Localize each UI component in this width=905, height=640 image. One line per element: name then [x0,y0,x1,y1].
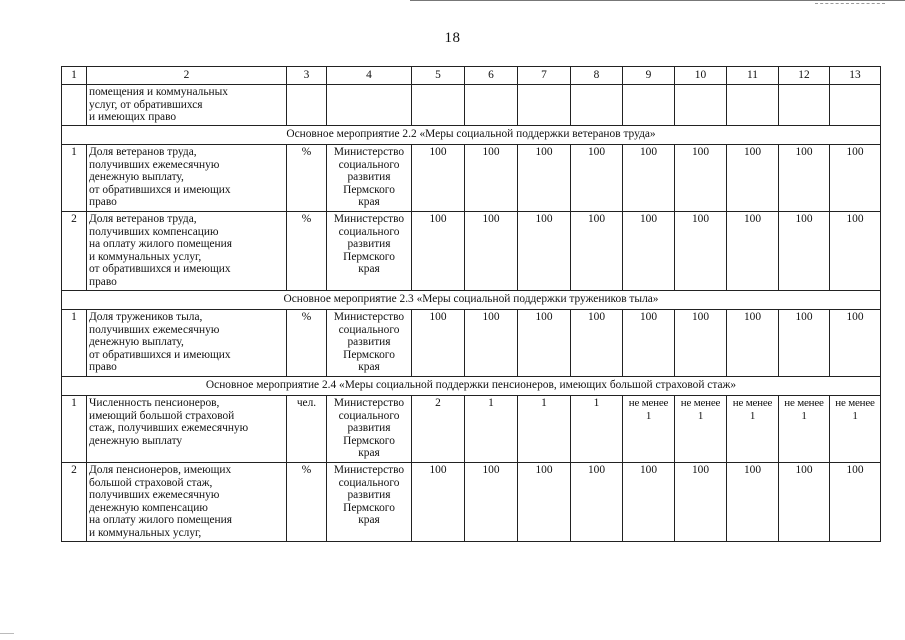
value-cell [571,85,623,126]
value-cell: 100 [412,310,465,377]
value-cell: 100 [675,463,727,542]
value-cell: 100 [727,212,779,291]
row-number-cell: 1 [62,310,87,377]
value-cell: 1 [518,396,571,463]
value-cell: 100 [571,212,623,291]
unit-cell: чел. [287,396,327,463]
value-cell: 100 [518,145,571,212]
table-row [62,396,881,463]
column-number: 13 [830,67,881,85]
column-number: 2 [87,67,287,85]
value-cell: 100 [779,463,830,542]
value-cell: не менее 1 [675,396,727,463]
value-cell: 100 [675,145,727,212]
value-cell: 100 [465,212,518,291]
value-cell: 100 [779,310,830,377]
executor-cell: Министерство социального развития Пермского края [327,310,412,377]
unit-cell: % [287,463,327,542]
section-row [62,377,881,396]
value-cell: 100 [412,463,465,542]
section-title: Основное мероприятие 2.4 «Меры социальной поддержки пенсионеров, имеющих большой страховой стаж» [62,377,881,396]
value-cell: 100 [779,145,830,212]
value-cell: 100 [623,212,675,291]
value-cell: 100 [518,463,571,542]
value-cell: 100 [675,212,727,291]
scan-corner-mark [815,0,885,4]
row-number-cell: 1 [62,396,87,463]
indicator-cell: Доля ветеранов труда, получивших компенсацию на оплату жилого помещения и коммунальных услуг, от обратившихся и имеющих право [87,212,287,291]
section-title: Основное мероприятие 2.2 «Меры социальной поддержки ветеранов труда» [62,126,881,145]
table-row [62,85,881,126]
column-number: 9 [623,67,675,85]
value-cell [465,85,518,126]
value-cell [675,85,727,126]
table-row [62,463,881,542]
column-number: 3 [287,67,327,85]
value-cell: 1 [465,396,518,463]
table-row [62,145,881,212]
value-cell: 100 [830,145,881,212]
value-cell: 100 [675,310,727,377]
table-row [62,212,881,291]
value-cell [830,85,881,126]
value-cell: не менее 1 [623,396,675,463]
executor-cell: Министерство социального развития Пермского края [327,463,412,542]
value-cell: 100 [727,310,779,377]
value-cell: 100 [571,463,623,542]
column-number: 12 [779,67,830,85]
column-number: 10 [675,67,727,85]
indicator-cell: Доля тружеников тыла, получивших ежемесячную денежную выплату, от обратившихся и имеющих право [87,310,287,377]
indicators-table [61,66,881,542]
value-cell: 100 [571,145,623,212]
executor-cell: Министерство социального развития Пермского края [327,145,412,212]
value-cell: 100 [465,463,518,542]
indicator-cell: помещения и коммунальных услуг, от обратившихся и имеющих право [87,85,287,126]
column-number: 11 [727,67,779,85]
value-cell: 100 [571,310,623,377]
value-cell: 100 [623,145,675,212]
executor-cell: Министерство социального развития Пермского края [327,396,412,463]
value-cell [623,85,675,126]
value-cell: 100 [830,310,881,377]
column-number-row [62,67,881,85]
unit-cell: % [287,310,327,377]
value-cell: 100 [623,463,675,542]
column-number: 5 [412,67,465,85]
value-cell: 100 [518,310,571,377]
value-cell: 100 [623,310,675,377]
executor-cell [327,85,412,126]
value-cell: 100 [779,212,830,291]
row-number-cell: 1 [62,145,87,212]
value-cell [412,85,465,126]
value-cell: 100 [412,212,465,291]
value-cell [779,85,830,126]
column-number: 8 [571,67,623,85]
table-row [62,310,881,377]
value-cell: не менее 1 [779,396,830,463]
scan-bottom-mark [0,633,14,634]
column-number: 1 [62,67,87,85]
value-cell: 100 [465,310,518,377]
indicator-cell: Доля пенсионеров, имеющих большой страховой стаж, получивших ежемесячную денежную компенсацию на оплату жилого помещения и коммунальных услуг, [87,463,287,542]
value-cell: не менее 1 [830,396,881,463]
value-cell [518,85,571,126]
section-row [62,291,881,310]
column-number: 6 [465,67,518,85]
column-number: 7 [518,67,571,85]
value-cell: 100 [465,145,518,212]
indicator-cell: Численность пенсионеров, имеющий большой страховой стаж, получивших ежемесячную денежную выплату [87,396,287,463]
value-cell: 100 [830,463,881,542]
indicator-cell: Доля ветеранов труда, получивших ежемесячную денежную выплату, от обратившихся и имеющих право [87,145,287,212]
value-cell: 100 [412,145,465,212]
value-cell: 100 [518,212,571,291]
row-number-cell: 2 [62,463,87,542]
row-number-cell [62,85,87,126]
column-number: 4 [327,67,412,85]
value-cell: 1 [571,396,623,463]
page-number: 18 [444,30,461,46]
value-cell: 2 [412,396,465,463]
section-row [62,126,881,145]
unit-cell [287,85,327,126]
row-number-cell: 2 [62,212,87,291]
unit-cell: % [287,145,327,212]
value-cell: 100 [727,145,779,212]
unit-cell: % [287,212,327,291]
value-cell [727,85,779,126]
value-cell: не менее 1 [727,396,779,463]
executor-cell: Министерство социального развития Пермского края [327,212,412,291]
value-cell: 100 [727,463,779,542]
section-title: Основное мероприятие 2.3 «Меры социальной поддержки тружеников тыла» [62,291,881,310]
value-cell: 100 [830,212,881,291]
